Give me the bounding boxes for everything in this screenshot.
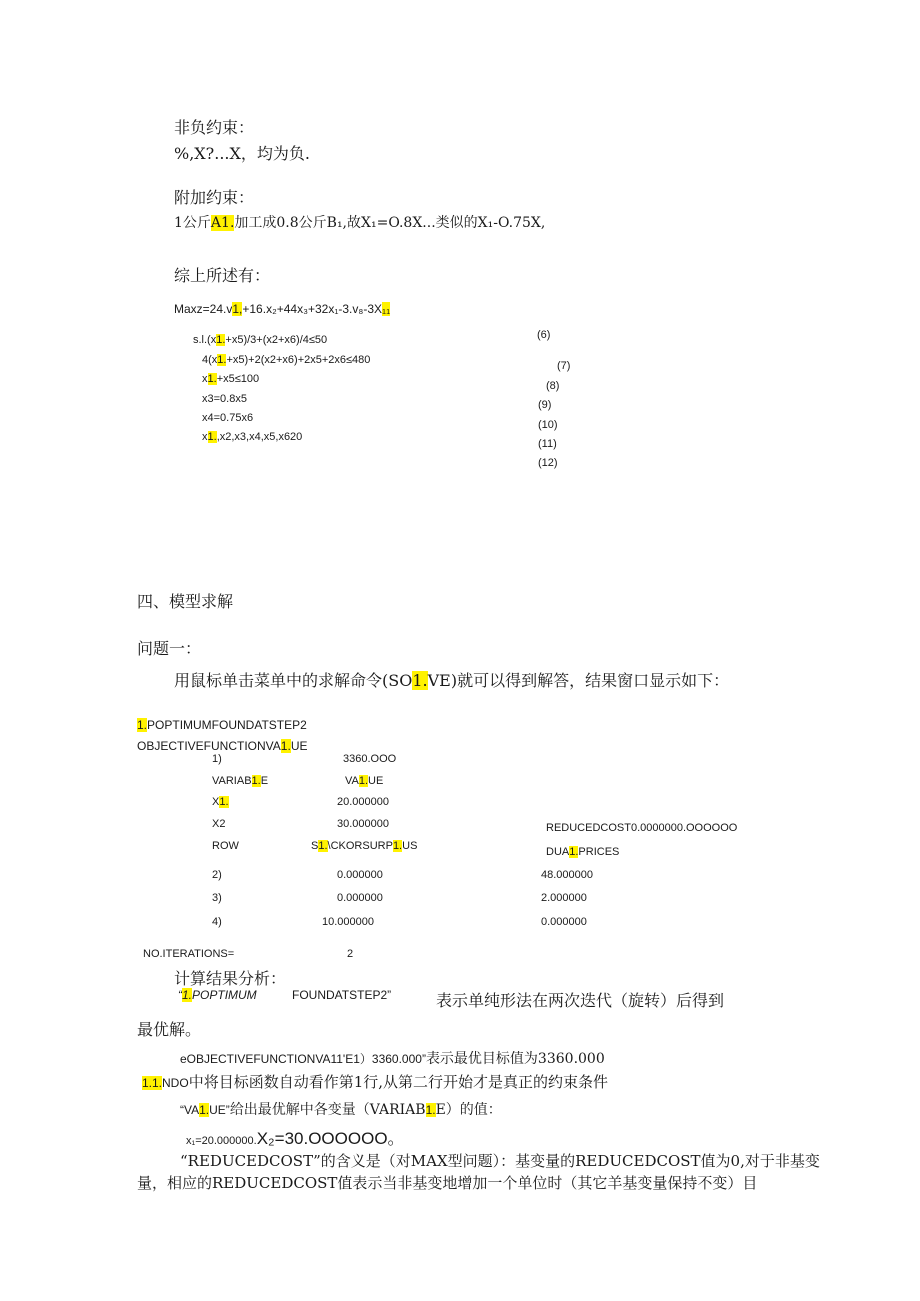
constraint-line: x1.,x2,x3,x4,x5,x620 [202,431,303,443]
table-row: 4) [212,916,222,928]
optimum-quote: “1.POPTIMUM [178,988,257,1002]
constraint-line: x1.+x5≤100 [202,373,260,385]
output-objective-label: OBJECTIVEFUNCTIONVA1.UE [137,739,308,753]
var-x1-label: X1. [212,796,229,808]
optimum-explanation: 表示单纯形法在两次迭代（旋转）后得到 [436,991,725,1010]
optimum-explanation-end: 最优解。 [137,1020,202,1039]
row-explanation: 1.1.NDO中将目标函数自动看作第1行,从第二行开始才是真正的约束条件 [142,1073,609,1091]
eq-number: (11) [538,438,557,450]
eq-number: (8) [546,380,560,392]
reduced-cost-line: REDUCEDCOST0.0000000.OOOOOO [546,822,738,834]
extra-heading: 附加约束： [174,188,255,207]
output-status: 1.POPTIMUMFOUNDATSTEP2 [137,718,307,732]
reduced-cost-explanation: “REDUCEDCOST”的含义是（对MAX型问题）：基变量的REDUCEDCOST值为0,对于非基变 [180,1152,820,1170]
dual-value: 48.000000 [541,869,593,881]
constraint-line: x3=0.8x5 [202,393,247,405]
solution-values: x₁=20.000000.X₂=30.OOOOOO。 [186,1129,405,1148]
table-row: 3) [212,892,222,904]
dual-value: 2.000000 [541,892,587,904]
section-title: 四、模型求解 [137,592,234,611]
dual-header: DUA1.PRICES [546,846,620,858]
eq-number: (10) [538,419,558,431]
objective-row: 1) [212,753,222,765]
value-header: VA1.UE [345,775,384,787]
objective-value: 3360.OOO [343,753,397,765]
variable-header: VARIAB1.E [212,775,269,787]
table-row: 2) [212,869,222,881]
iterations-value: 2 [347,948,354,960]
eq-number: (6) [537,329,551,341]
var-x2-label: X2 [212,818,226,830]
analysis-heading: 计算结果分析： [174,969,287,988]
constraint-line: s.l.(x1.+x5)/3+(x2+x6)/4≤50 [193,334,328,346]
intro-paragraph: 用鼠标单击菜单中的求解命令(SO1.VE)就可以得到解答，结果窗口显示如下： [174,671,730,690]
constraint-line: 4(x1.+x5)+2(x2+x6)+2x5+2x6≤480 [202,354,371,366]
value-explanation: “VA1.UE”给出最优解中各变量（VARIAB1.E）的值： [180,1102,502,1118]
var-x2-value: 30.000000 [337,818,389,830]
optimum-quote-end: FOUNDATSTEP2” [292,988,392,1002]
dual-value: 0.000000 [541,916,587,928]
objective-explanation: eOBJECTIVEFUNCTIONVA11'E1）3360.000”表示最优目标值为3360.000 [180,1051,605,1067]
slack-value: 0.000000 [337,892,383,904]
iterations-label: NO.ITERATIONS= [143,948,235,960]
eq-number: (9) [538,399,552,411]
objective-function: Maxz=24.v1,+16.x₂+44x₃+32x₁-3.v₈-3X₁₁ [174,302,391,316]
extra-line: 1公斤A1.加工成0.8公斤B₁,故X₁=O.8X...类似的X₁-O.75X, [174,215,546,231]
eq-number: (12) [538,457,558,469]
problem-label: 问题一： [137,639,202,658]
var-x1-value: 20.000000 [337,796,389,808]
slack-value: 10.000000 [322,916,374,928]
nonneg-heading: 非负约束： [174,118,255,137]
nonneg-text: %,X?...X，均为负. [174,144,310,163]
slack-header: S1.\CKORSURP1.US [311,840,418,852]
reduced-cost-explanation-cont: 量，相应的REDUCEDCOST值表示当非基变地增加一个单位时（其它羊基变量保持不变）目 [137,1174,758,1192]
summary-heading: 综上所述有： [174,266,271,285]
slack-value: 0.000000 [337,869,383,881]
constraint-line: x4=0.75x6 [202,412,254,424]
row-header: ROW [212,840,239,852]
eq-number: (7) [557,360,571,372]
